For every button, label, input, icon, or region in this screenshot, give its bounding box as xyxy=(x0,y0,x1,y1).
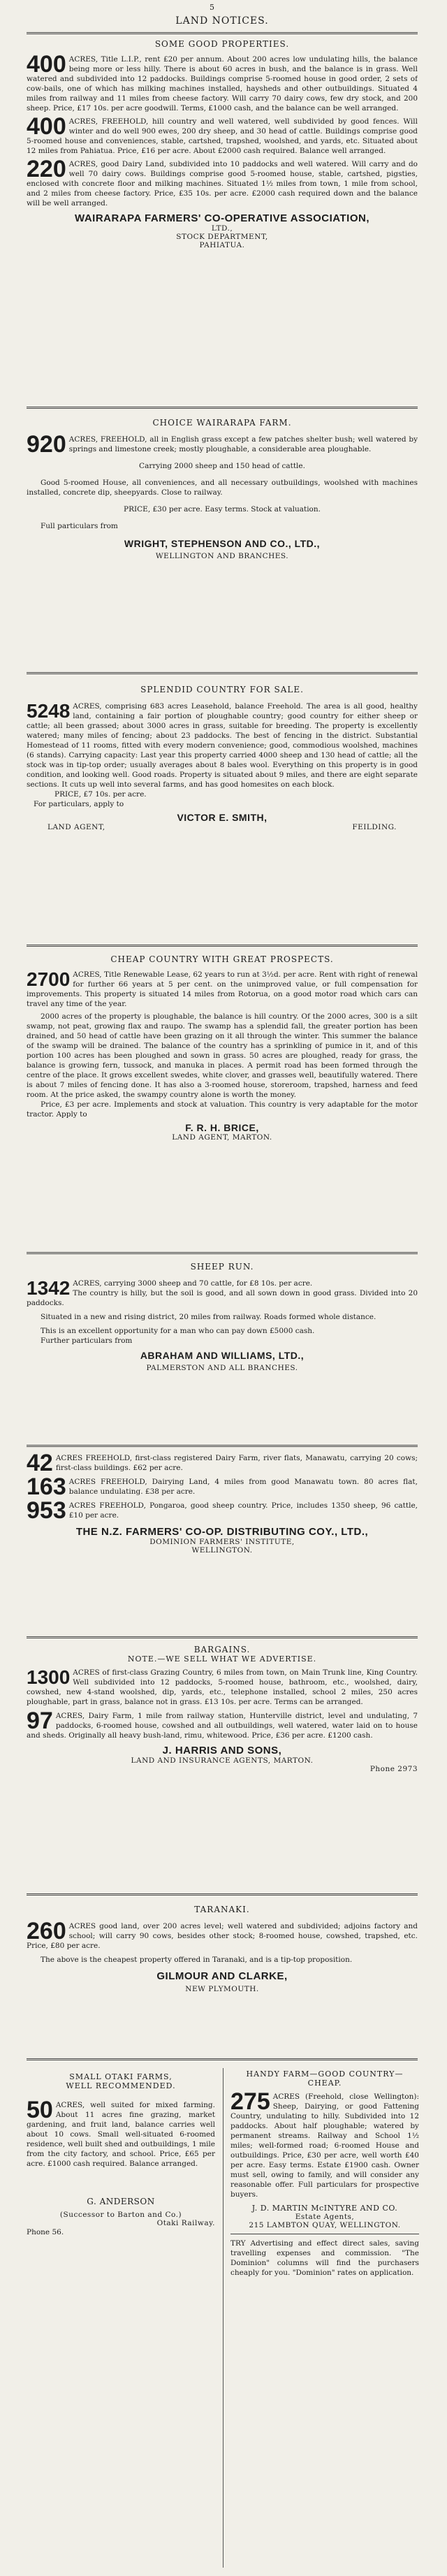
price-line: PRICE, £7 10s. per acre. xyxy=(54,790,147,799)
listing xyxy=(27,1921,418,1951)
divider xyxy=(27,2058,418,2060)
good-properties-block xyxy=(27,39,418,249)
agent-name: J. HARRIS AND SONS, xyxy=(162,1745,282,1756)
listing-text: ACRES FREEHOLD, Dairying Land, 4 miles from good Manawatu town. 80 acres flat, balance undulating. £38 per acre. xyxy=(68,1478,418,1496)
nz-farmers-block xyxy=(27,1453,418,1555)
listing-text: ACRES, Title Renewable Lease, 62 years to run at 3½d. per acre. Rent with right of renewal for further 66 years at 5 per cent. on the unimproved value, or full compensation for improvements. This property is situated 14 miles from Rotorua, on a good motor road which cars can travel any time of the year. xyxy=(27,970,418,1008)
divider xyxy=(27,1445,418,1447)
listing-acreage: 260 xyxy=(27,1921,66,1944)
section-title: SHEEP RUN. xyxy=(190,1262,254,1272)
listing xyxy=(27,1453,418,1473)
section-title: BARGAINS. xyxy=(193,1645,251,1654)
listing xyxy=(27,2100,215,2169)
section-title: SOME GOOD PROPERTIES. xyxy=(154,39,290,49)
otaki-block xyxy=(27,2072,215,2237)
agent-ltd: LTD., xyxy=(211,224,233,233)
promo-text: TRY Advertising and effect direct sales, saving travelling expenses and commission. "The Dominion" columns will find the purchasers cheaply for you. "Dominion" rates on application. xyxy=(230,2239,419,2277)
bargains-block xyxy=(27,1645,418,1773)
agent-name: WRIGHT, STEPHENSON AND CO., LTD., xyxy=(124,538,321,549)
column-divider xyxy=(223,2068,224,2568)
agent-role: LAND AGENT, xyxy=(47,823,105,831)
listing-acreage: 220 xyxy=(27,159,66,182)
agent-town: NEW PLYMOUTH. xyxy=(185,1985,259,1993)
agent-name: G. ANDERSON xyxy=(87,2197,155,2206)
agent-phone: Phone 56. xyxy=(27,2228,64,2236)
agent-role: LAND AND INSURANCE AGENTS, MARTON. xyxy=(131,1756,314,1765)
listing-text: ACRES, good Dairy Land, subdivided into 10 paddocks and well watered. Will carry and do well 70 dairy cows. Buildings comprise good 5-roomed house, stable, cartshed, pigsties, enclosed with concrete floor and milking machines. Situated 1½ miles from town, 1 mile from school, and 2 miles from cheese factory. Price, £35 10s. per acre. £2000 cash required down and the balance will be well arranged. xyxy=(27,160,418,208)
particulars-line: Further particulars from xyxy=(41,1337,133,1345)
agent-town: PALMERSTON AND ALL BRANCHES. xyxy=(146,1364,298,1372)
agent-sub: DOMINION FARMERS' INSTITUTE, xyxy=(149,1538,295,1546)
agent-name: J. D. MARTIN McINTYRE AND CO. xyxy=(251,2204,398,2213)
divider xyxy=(27,945,418,947)
listing-text: ACRES, comprising 683 acres Leasehold, balance Freehold. The area is all good, healthy land, containing a fair portion of ploughable country; good country for either sheep or cattle; all been grassed; about 3000 acres in grass, suitable for breeding. The property is excellently watered; many miles of fencing; about 23 paddocks. The best of fencing in the district. Substantial Homestead of 11 rooms, fitted with every modern convenience; good, commodious woolshed, machines (6 stands). Carrying capacity: Last year this property carried 4000 sheep and 130 head of cattle; all the stock was in tip-top order; usually averages about 8 bales wool. Everything on this property is in good condition, and looking well. Good roads. Property is situated about 9 miles, and there are eight separate sections. It cuts up well into several farms, and has good homesites on each block. xyxy=(27,702,418,789)
divider xyxy=(27,1636,418,1638)
sheep-run-block xyxy=(27,1262,418,1372)
section-title: CHEAP COUNTRY WITH GREAT PROSPECTS. xyxy=(110,954,334,964)
agent-town: WELLINGTON. xyxy=(191,1546,253,1555)
listing-acreage: 97 xyxy=(27,1711,53,1734)
listing xyxy=(27,1501,418,1520)
agent-sub: (Successor to Barton and Co.) xyxy=(59,2211,182,2219)
listing-text: Situated in a new and rising district, 20 miles from railway. Roads formed whole distance. xyxy=(41,1313,376,1321)
listing-text: Carrying 2000 sheep and 150 head of cattle. xyxy=(139,462,305,470)
agent-name: ABRAHAM AND WILLIAMS, LTD., xyxy=(140,1350,305,1361)
listing xyxy=(27,435,418,454)
divider xyxy=(27,1252,418,1254)
listing-acreage: 163 xyxy=(27,1477,66,1497)
divider xyxy=(27,407,418,409)
listing-acreage: 1300 xyxy=(27,1668,71,1688)
section-title: SMALL OTAKI FARMS, xyxy=(69,2072,173,2081)
agent-name: GILMOUR AND CLARKE, xyxy=(156,1970,288,1982)
listing-acreage: 920 xyxy=(27,435,66,454)
listing-acreage: 400 xyxy=(27,117,66,140)
listing-acreage: 275 xyxy=(230,2092,270,2115)
particulars-line: For particulars, apply to xyxy=(34,800,124,808)
agent-name: VICTOR E. SMITH, xyxy=(177,812,268,823)
listing-text: ACRES, FREEHOLD, hill country and well watered, well subdivided by good fences. Will winter and do well 900 ewes, 200 dry sheep, and 30 head of cattle. Buildings comprise good 5-roomed house and conveniences, stable, cartshed, trapshed, woolshed, and yards, etc. Situated about 12 miles from Pahiatua. Price, £16 per acre. About £2000 cash required. Balance well arranged. xyxy=(27,117,418,155)
listing-text: ACRES, FREEHOLD, all in English grass except a few patches shelter bush; well watered by springs and limestone creek; mostly ploughable, a considerable area ploughable. xyxy=(68,435,418,453)
listing-text: ACRES, Dairy Farm, 1 mile from railway station, Hunterville district, level and undulating, 7 paddocks, 6-roomed house, cowshed and all outbuildings, well watered, water laid on to house and sheds. Originally all heavy bush-land, rimu, whitewood. Price, £36 per acre. £1200 cash. xyxy=(27,1712,418,1740)
section-title: HANDY FARM—GOOD COUNTRY— xyxy=(246,2069,404,2079)
agent-town: PAHIATUA. xyxy=(199,241,245,249)
listing xyxy=(27,117,418,156)
listing-acreage: 2700 xyxy=(27,970,71,990)
listing-acreage: 5248 xyxy=(27,701,71,722)
listing-text: ACRES FREEHOLD, first-class registered Dairy Farm, river flats, Manawatu, carrying 20 cows; first-class buildings. £62 per acre. xyxy=(55,1454,418,1472)
listing-text: The country is hilly, but the soil is good, and all sown down in good grass. Divided into 20 paddocks. xyxy=(27,1289,418,1307)
listing xyxy=(27,1477,418,1497)
section-title: TARANAKI. xyxy=(194,1905,250,1914)
listing xyxy=(27,159,418,208)
cheap-country-block xyxy=(27,954,418,1142)
listing-text: ACRES FREEHOLD, Pongaroa, good sheep country. Price, includes 1350 sheep, 96 cattle, £10 per acre. xyxy=(68,1501,418,1520)
listing xyxy=(27,1711,418,1740)
section-title: WELL RECOMMENDED. xyxy=(66,2081,176,2090)
listing-text: ACRES (Freehold, close Wellington): Sheep, Dairying, or good Fattening Country, undulating to hilly. Subdivided into 12 paddocks. About half ploughable; watered by permanent streams. Railway and School 1½ miles; well-formed road; 6-roomed House and outbuildings. Price, £30 per acre, well worth £40 per acre. Easy terms. Estate £1900 cash. Owner must sell, owing to family, and will consider any reasonable offer. Full particulars for prospective buyers. xyxy=(230,2093,419,2199)
splendid-country-block xyxy=(27,685,418,831)
agent-name: THE N.Z. FARMERS' CO-OP. DISTRIBUTING COY., LTD., xyxy=(75,1526,369,1538)
divider xyxy=(27,32,418,34)
listing-text: Good 5-roomed House, all conveniences, and all necessary outbuildings, woolshed with machines installed, concrete dip, sheepyards. Close to railway. xyxy=(27,479,418,497)
listing-acreage: 42 xyxy=(27,1453,53,1473)
agent-role: Estate Agents, xyxy=(295,2213,355,2221)
listing-acreage: 953 xyxy=(27,1501,66,1520)
listing-text: 2000 acres of the property is ploughable, the balance is hill country. Of the 2000 acres, 300 is a silt swamp, not peat, growing flax and raupo. The swamp has a splendid fall, the greater portion has been drained, and 50 head of cattle have been grazing on it all through the winter. This summer the balance of the swamp will be drained. The balance of the country has a sprinkling of pumice in it, and of this portion 100 acres has been ploughed and sown in grass. 50 acres are ploughed, ready for grass, the balance is growing fern, tussock, and manuka in places. A permit road has been formed through the centre of the place. It grows excellent swedes, white clover, and grasses well, beautifully watered. There is about 7 miles of fencing done. It has also a 3-roomed house, storeroom, trapshed, harness and feed room. At the price asked, the swampy country alone is worth the money. xyxy=(27,1012,418,1099)
listing-acreage: 1342 xyxy=(27,1279,71,1299)
listing-text: ACRES, well suited for mixed farming. About 11 acres fine grazing, market gardening, and fruit land, balance carries well about 10 cows. Small well-situated 6-roomed residence, well built shed and outbuildings, 1 mile from the city factory, and school. Price, £65 per acre. £1000 cash required. Balance arranged. xyxy=(27,2101,215,2168)
divider xyxy=(27,672,418,674)
listing-text: ACRES, Title L.I.P., rent £20 per annum. About 200 acres low undulating hills, the balance being more or less hilly. There is about 60 acres in bush, and the balance is in grass. Well watered and subdivided into 12 paddocks. Buildings comprise 5-roomed house in good order, 2 sets of cow-bails, one of which has milking machines installed, haysheds and other outbuildings. Situated 4 miles from railway and 11 miles from cheese factory. Will carry 70 dairy cows, few dry stock, and 200 sheep. Price, £17 10s. per acre goodwill. Terms, £1000 cash, and the balance can be well arranged. xyxy=(27,55,418,112)
price-line: PRICE, £30 per acre. Easy terms. Stock at valuation. xyxy=(124,505,321,514)
page-header: LAND NOTICES. xyxy=(175,15,269,27)
agent-town: FEILDING. xyxy=(352,823,397,831)
choice-farm-block xyxy=(27,418,418,560)
agent-address: 215 LAMBTON QUAY, WELLINGTON. xyxy=(249,2221,401,2229)
section-title: CHEAP. xyxy=(307,2079,342,2088)
listing xyxy=(230,2092,419,2199)
handy-farm-block xyxy=(230,2069,419,2278)
agent-name: F. R. H. BRICE, xyxy=(185,1122,259,1133)
listing xyxy=(27,701,418,789)
listing xyxy=(27,1279,418,1308)
particulars-line: Full particulars from xyxy=(41,522,118,530)
listing-text: ACRES good land, over 200 acres level; well watered and subdivided; adjoins factory and school; will carry 90 cows, besides other stock; 8-roomed house, cowshed, trapshed, etc. Price, £80 per acre. xyxy=(27,1922,418,1950)
listing xyxy=(27,54,418,113)
section-title: CHOICE WAIRARAPA FARM. xyxy=(152,418,292,428)
agent-role: LAND AGENT, MARTON. xyxy=(172,1133,272,1142)
listing-text: The above is the cheapest property offered in Taranaki, and is a tip-top proposition. xyxy=(41,1956,353,1964)
listing xyxy=(27,1668,418,1707)
listing-text: ACRES, carrying 3000 sheep and 70 cattle, for £8 10s. per acre. xyxy=(73,1279,313,1288)
agent-town: WELLINGTON AND BRANCHES. xyxy=(155,552,289,560)
agent-town: Otaki Railway. xyxy=(156,2219,215,2227)
divider xyxy=(27,1893,418,1895)
listing-text: This is an excellent opportunity for a man who can pay down £5000 cash. xyxy=(41,1327,315,1335)
price-line: Price, £3 per acre. Implements and stock at valuation. This country is very adaptable for the motor tractor. Apply to xyxy=(27,1100,418,1119)
section-subtitle: NOTE.—WE SELL WHAT WE ADVERTISE. xyxy=(127,1654,317,1664)
section-title: SPLENDID COUNTRY FOR SALE. xyxy=(140,685,304,694)
agent-phone: Phone 2973 xyxy=(369,1765,418,1773)
agent-name: WAIRARAPA FARMERS' CO-OPERATIVE ASSOCIATION, xyxy=(75,212,369,224)
listing-acreage: 400 xyxy=(27,54,66,78)
listing xyxy=(27,970,418,1009)
taranaki-block xyxy=(27,1905,418,1993)
page-mark: 5 xyxy=(210,3,214,12)
listing-acreage: 50 xyxy=(27,2100,53,2123)
agent-dept: STOCK DEPARTMENT, xyxy=(176,233,268,241)
listing-text: ACRES of first-class Grazing Country, 6 miles from town, on Main Trunk line, King Country. Well subdivided into 12 paddocks, 5-roomed house, bathroom, etc., woolshed, dairy, cowshed, new 4-stand woolshed, dip, yards, etc., telephone installed, school 2 miles, 250 acres ploughable, part in grass, balance not in grass. £13 10s. per acre. Terms can be arranged. xyxy=(27,1668,418,1706)
